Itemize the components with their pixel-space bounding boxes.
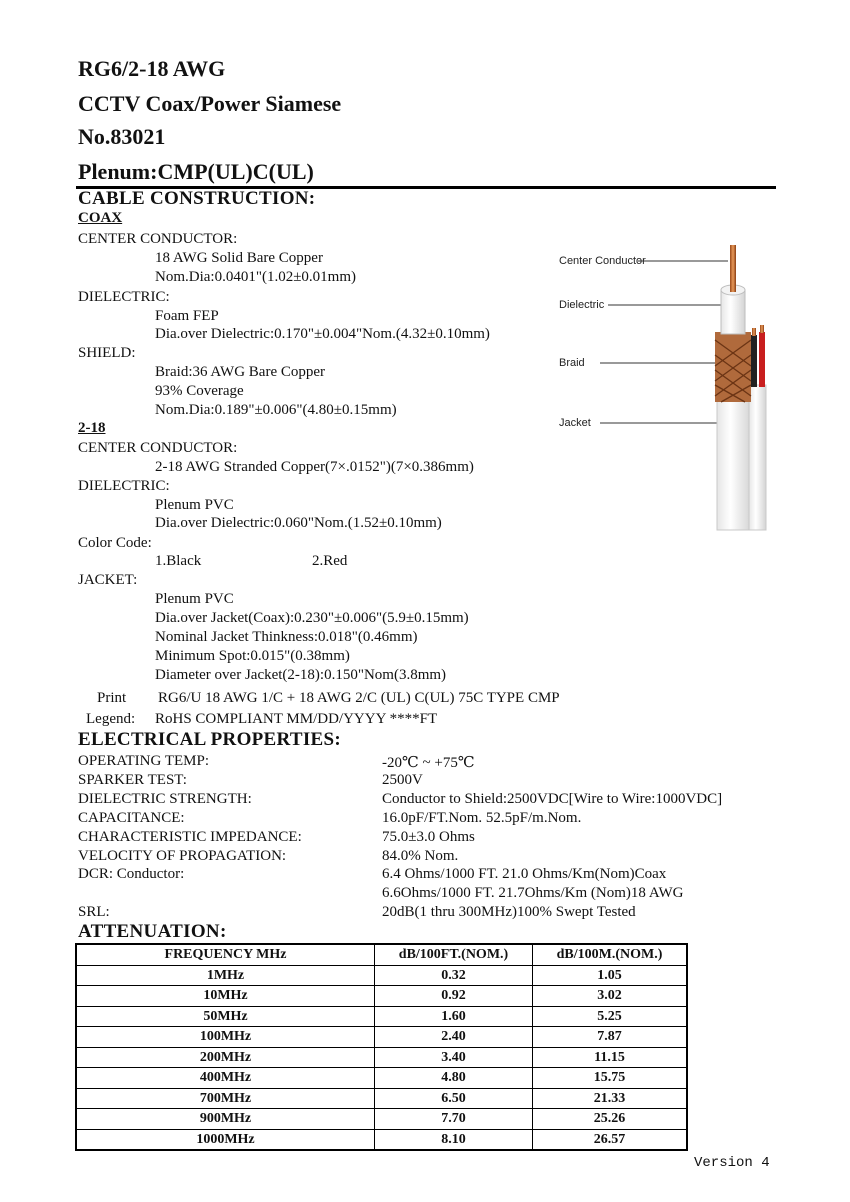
db-per-100m-cell: 3.02 — [533, 986, 688, 1007]
db-per-100ft-cell: 7.70 — [375, 1109, 533, 1130]
color-code-red: 2.Red — [312, 553, 348, 569]
coax-center-conductor-material: 18 AWG Solid Bare Copper — [155, 250, 323, 266]
electrical-property-value: 84.0% Nom. — [382, 847, 459, 864]
electrical-property-value: 20dB(1 thru 300MHz)100% Swept Tested — [382, 904, 636, 921]
diagram-label-jacket: Jacket — [559, 417, 591, 429]
db-per-100ft-cell: 8.10 — [375, 1129, 533, 1150]
attenuation-row — [76, 1027, 687, 1048]
diagram-label-braid: Braid — [559, 357, 585, 369]
shield-braid: Braid:36 AWG Bare Copper — [155, 364, 326, 380]
power-center-conductor-material: 2-18 AWG Stranded Copper(7×.0152")(7×0.386mm) — [155, 459, 474, 475]
section-electrical-properties: ELECTRICAL PROPERTIES: — [78, 729, 342, 750]
db-per-100m-cell: 5.25 — [533, 1006, 688, 1027]
section-attenuation: ATTENUATION: — [78, 921, 227, 942]
frequency-cell: 200MHz — [76, 1047, 375, 1068]
shield-dia: Nom.Dia:0.189"±0.006"(4.80±0.15mm) — [155, 402, 397, 418]
attenuation-row — [76, 986, 687, 1007]
color-code-label: Color Code: — [78, 535, 152, 551]
db-per-100m-cell: 15.75 — [533, 1068, 688, 1089]
electrical-property-label: SPARKER TEST: — [78, 771, 187, 788]
electrical-property-label: DCR: Conductor: — [78, 866, 185, 883]
electrical-property-label: VELOCITY OF PROPAGATION: — [78, 847, 287, 864]
db-per-100m-cell: 1.05 — [533, 965, 688, 986]
attenuation-row — [76, 965, 687, 986]
legend-label: Legend: — [86, 711, 136, 727]
legend-value: RoHS COMPLIANT MM/DD/YYYY ****FT — [155, 711, 438, 727]
db-per-100m-cell: 26.57 — [533, 1129, 688, 1150]
attenuation-row — [76, 1088, 687, 1109]
diagram-label-dielectric: Dielectric — [559, 299, 605, 311]
db-per-100ft-cell: 0.32 — [375, 965, 533, 986]
attenuation-row — [76, 1068, 687, 1089]
db-per-100m-cell: 11.15 — [533, 1047, 688, 1068]
jacket-label: JACKET: — [78, 572, 138, 588]
shield-label: SHIELD: — [78, 345, 136, 361]
attenuation-row — [76, 1129, 687, 1150]
diagram-label-center-conductor: Center Conductor — [559, 255, 646, 267]
db-per-100m-cell: 25.26 — [533, 1109, 688, 1130]
electrical-property-label: DIELECTRIC STRENGTH: — [78, 790, 252, 807]
header-frequency: FREQUENCY MHz — [76, 944, 375, 965]
plenum-rating: Plenum:CMP(UL)C(UL) — [78, 159, 314, 184]
attenuation-row — [76, 1109, 687, 1130]
jacket-material: Plenum PVC — [155, 591, 234, 607]
frequency-cell: 400MHz — [76, 1068, 375, 1089]
jacket-coax-dia: Dia.over Jacket(Coax):0.230"±0.006"(5.9±0.15mm) — [155, 610, 469, 626]
power-heading: 2-18 — [78, 420, 106, 436]
coax-dielectric-material: Foam FEP — [155, 308, 219, 324]
db-per-100ft-cell: 0.92 — [375, 986, 533, 1007]
frequency-cell: 100MHz — [76, 1027, 375, 1048]
electrical-property-label: SRL: — [78, 904, 110, 921]
jacket-thickness: Nominal Jacket Thinkness:0.018"(0.46mm) — [155, 629, 418, 645]
power-center-conductor-label: CENTER CONDUCTOR: — [78, 440, 238, 456]
section-cable-construction: CABLE CONSTRUCTION: — [78, 188, 316, 209]
frequency-cell: 900MHz — [76, 1109, 375, 1130]
db-per-100ft-cell: 2.40 — [375, 1027, 533, 1048]
electrical-property-value: 2500V — [382, 771, 423, 788]
color-code-black: 1.Black — [155, 553, 202, 569]
product-number: No.83021 — [78, 124, 166, 149]
coax-dielectric-dia: Dia.over Dielectric:0.170"±0.004"Nom.(4.32±0.10mm) — [155, 326, 490, 342]
electrical-property-value: -20℃ ~ +75℃ — [382, 755, 475, 771]
jacket-power-dia: Diameter over Jacket(2-18):0.150"Nom(3.8mm) — [155, 667, 447, 683]
attenuation-table — [75, 943, 688, 1151]
db-per-100ft-cell: 3.40 — [375, 1047, 533, 1068]
attenuation-row — [76, 1047, 687, 1068]
db-per-100ft-cell: 6.50 — [375, 1088, 533, 1109]
power-dielectric-label: DIELECTRIC: — [78, 478, 170, 494]
electrical-property-value: 75.0±3.0 Ohms — [382, 828, 475, 845]
frequency-cell: 10MHz — [76, 986, 375, 1007]
frequency-cell: 700MHz — [76, 1088, 375, 1109]
electrical-property-value: Conductor to Shield:2500VDC[Wire to Wire:1000VDC] — [382, 790, 723, 807]
db-per-100ft-cell: 4.80 — [375, 1068, 533, 1089]
print-value: RG6/U 18 AWG 1/C + 18 AWG 2/C (UL) C(UL) 75C TYPE CMP — [158, 690, 560, 706]
power-dielectric-material: Plenum PVC — [155, 497, 234, 513]
cable-diagram — [600, 240, 780, 535]
coax-center-conductor-dia: Nom.Dia:0.0401"(1.02±0.01mm) — [155, 269, 357, 285]
db-per-100m-cell: 21.33 — [533, 1088, 688, 1109]
electrical-property-value: 6.4 Ohms/1000 FT. 21.0 Ohms/Km(Nom)Coax — [382, 866, 667, 883]
frequency-cell: 1000MHz — [76, 1129, 375, 1150]
electrical-property-label: OPERATING TEMP: — [78, 753, 209, 769]
electrical-property-value: 16.0pF/FT.Nom. 52.5pF/m.Nom. — [382, 809, 582, 826]
coax-center-conductor-label: CENTER CONDUCTOR: — [78, 231, 238, 247]
coax-dielectric-label: DIELECTRIC: — [78, 289, 170, 305]
version-label: Version 4 — [694, 1155, 770, 1171]
jacket-min-spot: Minimum Spot:0.015"(0.38mm) — [155, 648, 350, 664]
frequency-cell: 50MHz — [76, 1006, 375, 1027]
electrical-property-label: CHARACTERISTIC IMPEDANCE: — [78, 828, 302, 845]
power-dielectric-dia: Dia.over Dielectric:0.060"Nom.(1.52±0.10mm) — [155, 515, 442, 531]
coax-heading: COAX — [78, 210, 123, 226]
electrical-property-label: CAPACITANCE: — [78, 809, 185, 826]
db-per-100m-cell: 7.87 — [533, 1027, 688, 1048]
product-subtitle: CCTV Coax/Power Siamese — [78, 91, 342, 116]
header-db-per-100m: dB/100M.(NOM.) — [533, 944, 688, 965]
frequency-cell: 1MHz — [76, 965, 375, 986]
header-db-per-100ft: dB/100FT.(NOM.) — [375, 944, 533, 965]
shield-coverage: 93% Coverage — [155, 383, 244, 399]
db-per-100ft-cell: 1.60 — [375, 1006, 533, 1027]
print-label: Print — [97, 690, 127, 706]
electrical-property-value: 6.6Ohms/1000 FT. 21.7Ohms/Km (Nom)18 AWG — [382, 885, 684, 902]
attenuation-header-row — [76, 944, 687, 965]
product-title: RG6/2-18 AWG — [78, 56, 226, 81]
attenuation-row — [76, 1006, 687, 1027]
